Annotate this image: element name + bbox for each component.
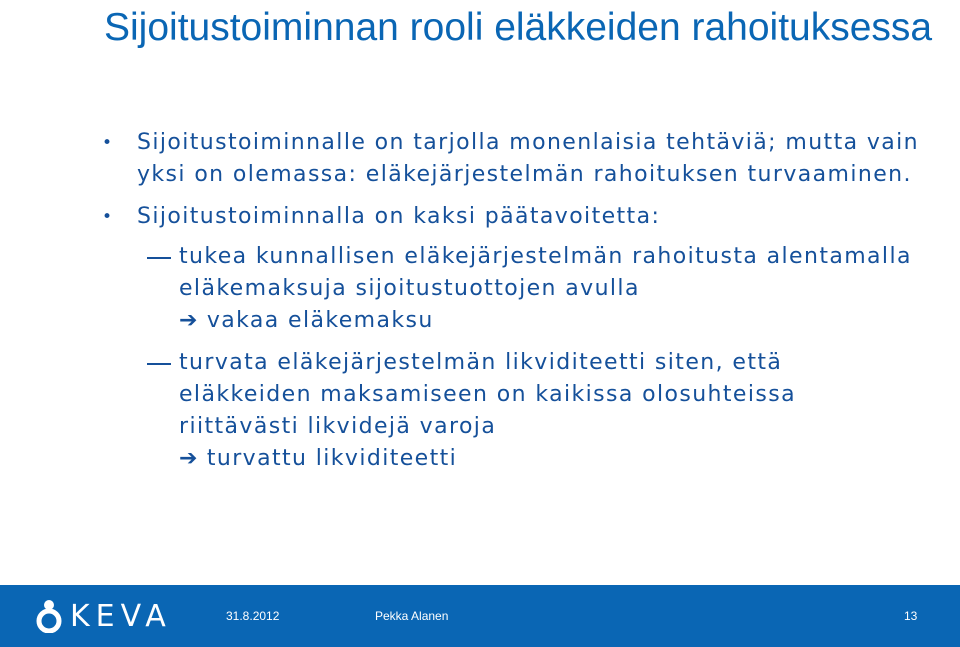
- dash-icon: [147, 363, 171, 365]
- bullet-text: Sijoitustoiminnalla on kaksi päätavoitetta:: [137, 204, 661, 229]
- arrow-right-icon: ➔: [179, 308, 199, 333]
- slide-content: [102, 127, 922, 475]
- logo-mark-icon: [36, 599, 62, 633]
- bullet-item: [102, 127, 922, 191]
- bullet-text: Sijoitustoiminnalle on tarjolla monenlaisia tehtäviä; mutta vain yksi on olemassa: eläkejärjestelmän rahoituksen turvaaminen.: [137, 130, 920, 187]
- bullet-dot-icon: •: [102, 133, 114, 153]
- bullet-dot-icon: •: [102, 207, 114, 227]
- logo-text: KEVA: [70, 598, 172, 634]
- page-number: 13: [904, 609, 918, 623]
- dash-icon: [147, 257, 171, 259]
- sub-item: [102, 347, 922, 475]
- arrow-right-icon: ➔: [179, 446, 199, 471]
- keva-logo-icon: [36, 599, 172, 633]
- sub-item-text: turvata eläkejärjestelmän likviditeetti siten, että eläkkeiden maksamiseen on kaikissa olosuhteissa riittävästi likvidejä varoja: [179, 350, 796, 439]
- footer-bar: [0, 585, 960, 647]
- sub-item: [102, 241, 922, 337]
- arrow-text: turvattu likviditeetti: [206, 446, 458, 471]
- slide-title: Sijoitustoiminnan rooli eläkkeiden rahoituksessa: [104, 6, 933, 49]
- sub-item-text: tukea kunnallisen eläkejärjestelmän rahoitusta alentamalla eläkemaksuja sijoitustuottojen avulla: [179, 244, 912, 301]
- arrow-text: vakaa eläkemaksu: [206, 308, 434, 333]
- footer-author: Pekka Alanen: [375, 609, 449, 623]
- bullet-item: [102, 201, 922, 233]
- footer-date: 31.8.2012: [226, 609, 280, 623]
